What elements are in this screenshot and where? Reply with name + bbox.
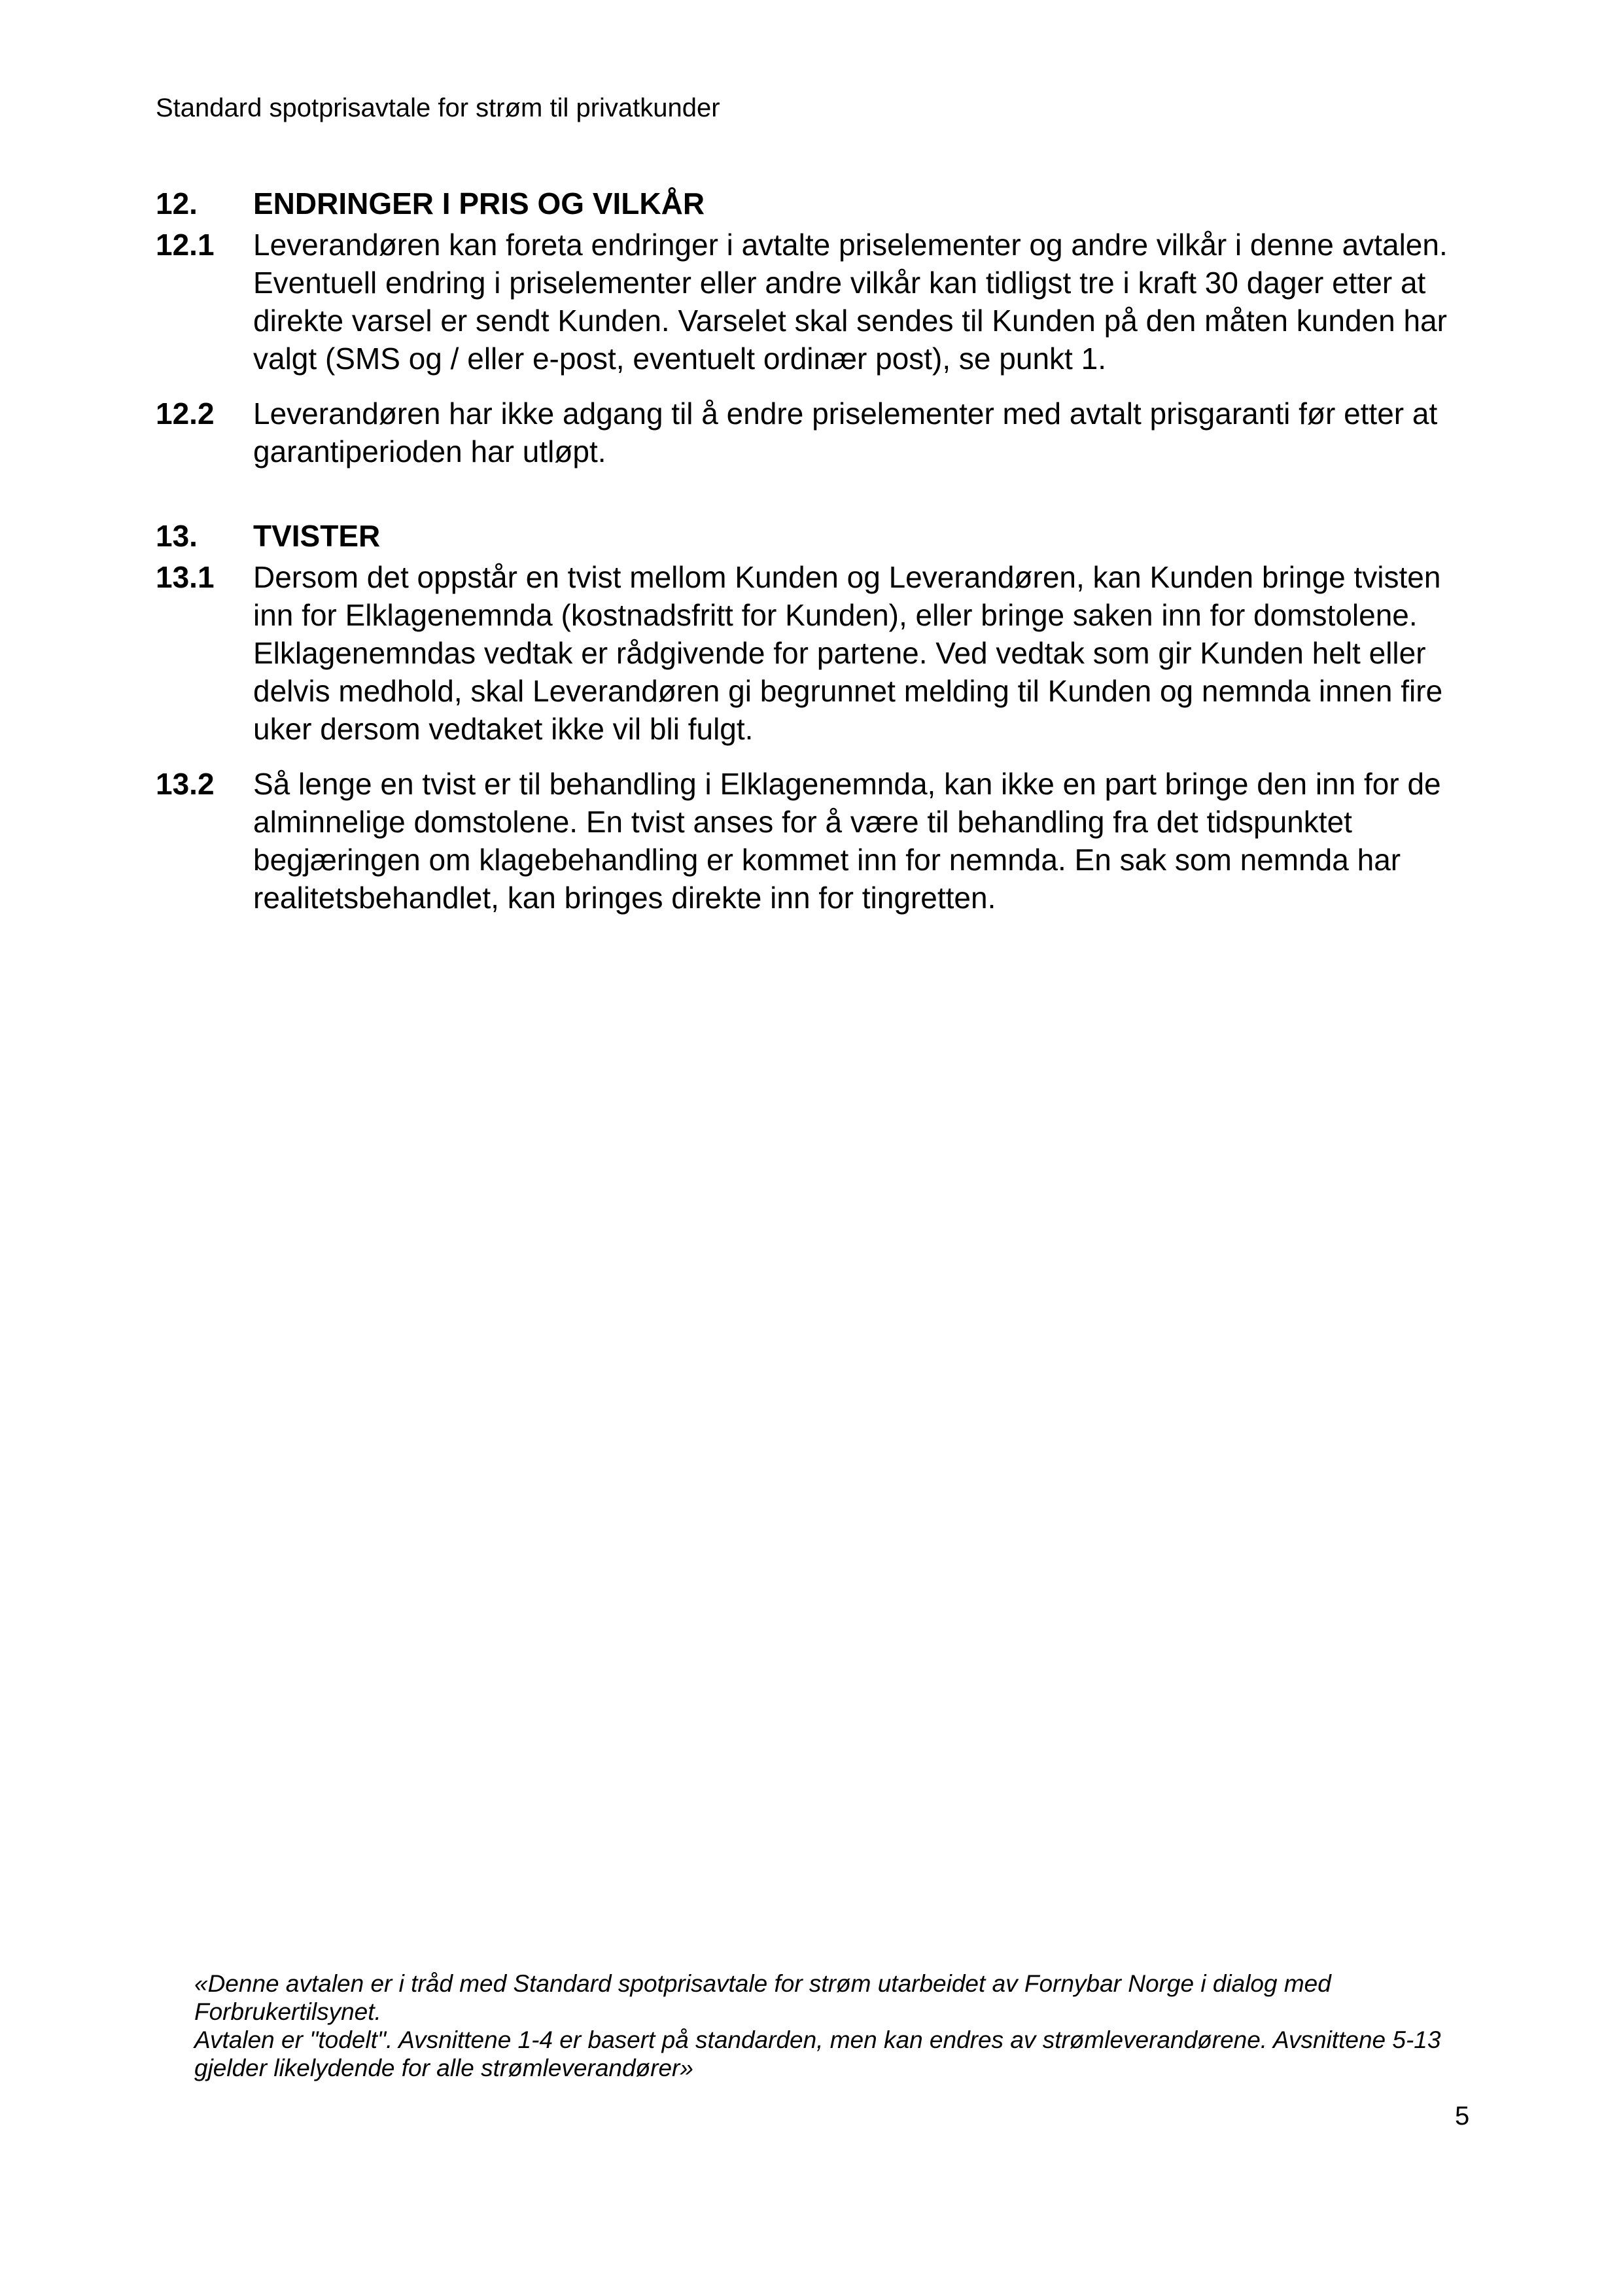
clause-number: 12.1 [156,228,215,262]
document-body [156,185,1474,934]
running-header: Standard spotprisavtale for strøm til privatkunder [156,94,720,122]
clause-number: 13.2 [156,767,215,801]
clause-number: 13.1 [156,560,215,594]
section-number: 12. [156,186,198,221]
clause-text: Dersom det oppstår en tvist mellom Kunden og Leverandøren, kan Kunden bringe tvisten inn for Elklagenemnda (kostnadsfritt for Kunden), eller bringe saken inn for domstolene. Elklagenemndas vedtak er rådgivende for partene. Ved vedtak som gir Kunden helt eller delvis medhold, skal Leverandøren gi begrunnet melding til Kunden og nemnda innen fire uker dersom vedtaket ikke vil bli fulgt. [253,560,1443,746]
clause-number: 12.2 [156,397,215,431]
clause-text: Så lenge en tvist er til behandling i Elklagenemnda, kan ikke en part bringe den inn for de alminnelige domstolene. En tvist anses for å være til behandling fra det tidspunktet begjæringen om klagebehandling er kommet inn for nemnda. En sak som nemnda har realitetsbehandlet, kan bringes direkte inn for tingretten. [253,767,1441,915]
footer-note-line-2: Avtalen er "todelt". Avsnittene 1-4 er basert på standarden, men kan endres av strømleverandørene. Avsnittene 5-13 gjelder likelydende for alle strømleverandører» [194,2026,1441,2081]
section-title: ENDRINGER I PRIS OG VILKÅR [253,186,705,221]
clause-text: Leverandøren kan foreta endringer i avtalte priselementer og andre vilkår i denne avtalen. Eventuell endring i priselementer eller andre vilkår kan tidligst tre i kraft 30 dager etter at direkte varsel er sendt Kunden. Varselet skal sendes til Kunden på den måten kunden har valgt (SMS og / eller e-post, eventuelt ordinær post), se punkt 1. [253,228,1448,376]
section-12-heading [156,185,1474,222]
clause-13-1 [156,558,1474,748]
section-13-heading [156,517,1474,555]
section-title: TVISTER [253,519,381,553]
clause-text: Leverandøren har ikke adgang til å endre priselementer med avtalt prisgaranti før etter at garantiperioden har utløpt. [253,397,1438,468]
section-number: 13. [156,519,198,553]
footer-note-line-1: «Denne avtalen er i tråd med Standard spotprisavtale for strøm utarbeidet av Fornybar Norge i dialog med Forbrukertilsynet. [194,1970,1331,2025]
footer-note [194,1969,1478,2082]
clause-12-1 [156,226,1474,378]
page-number: 5 [1455,2102,1470,2130]
clause-12-2 [156,395,1474,470]
clause-13-2 [156,765,1474,917]
